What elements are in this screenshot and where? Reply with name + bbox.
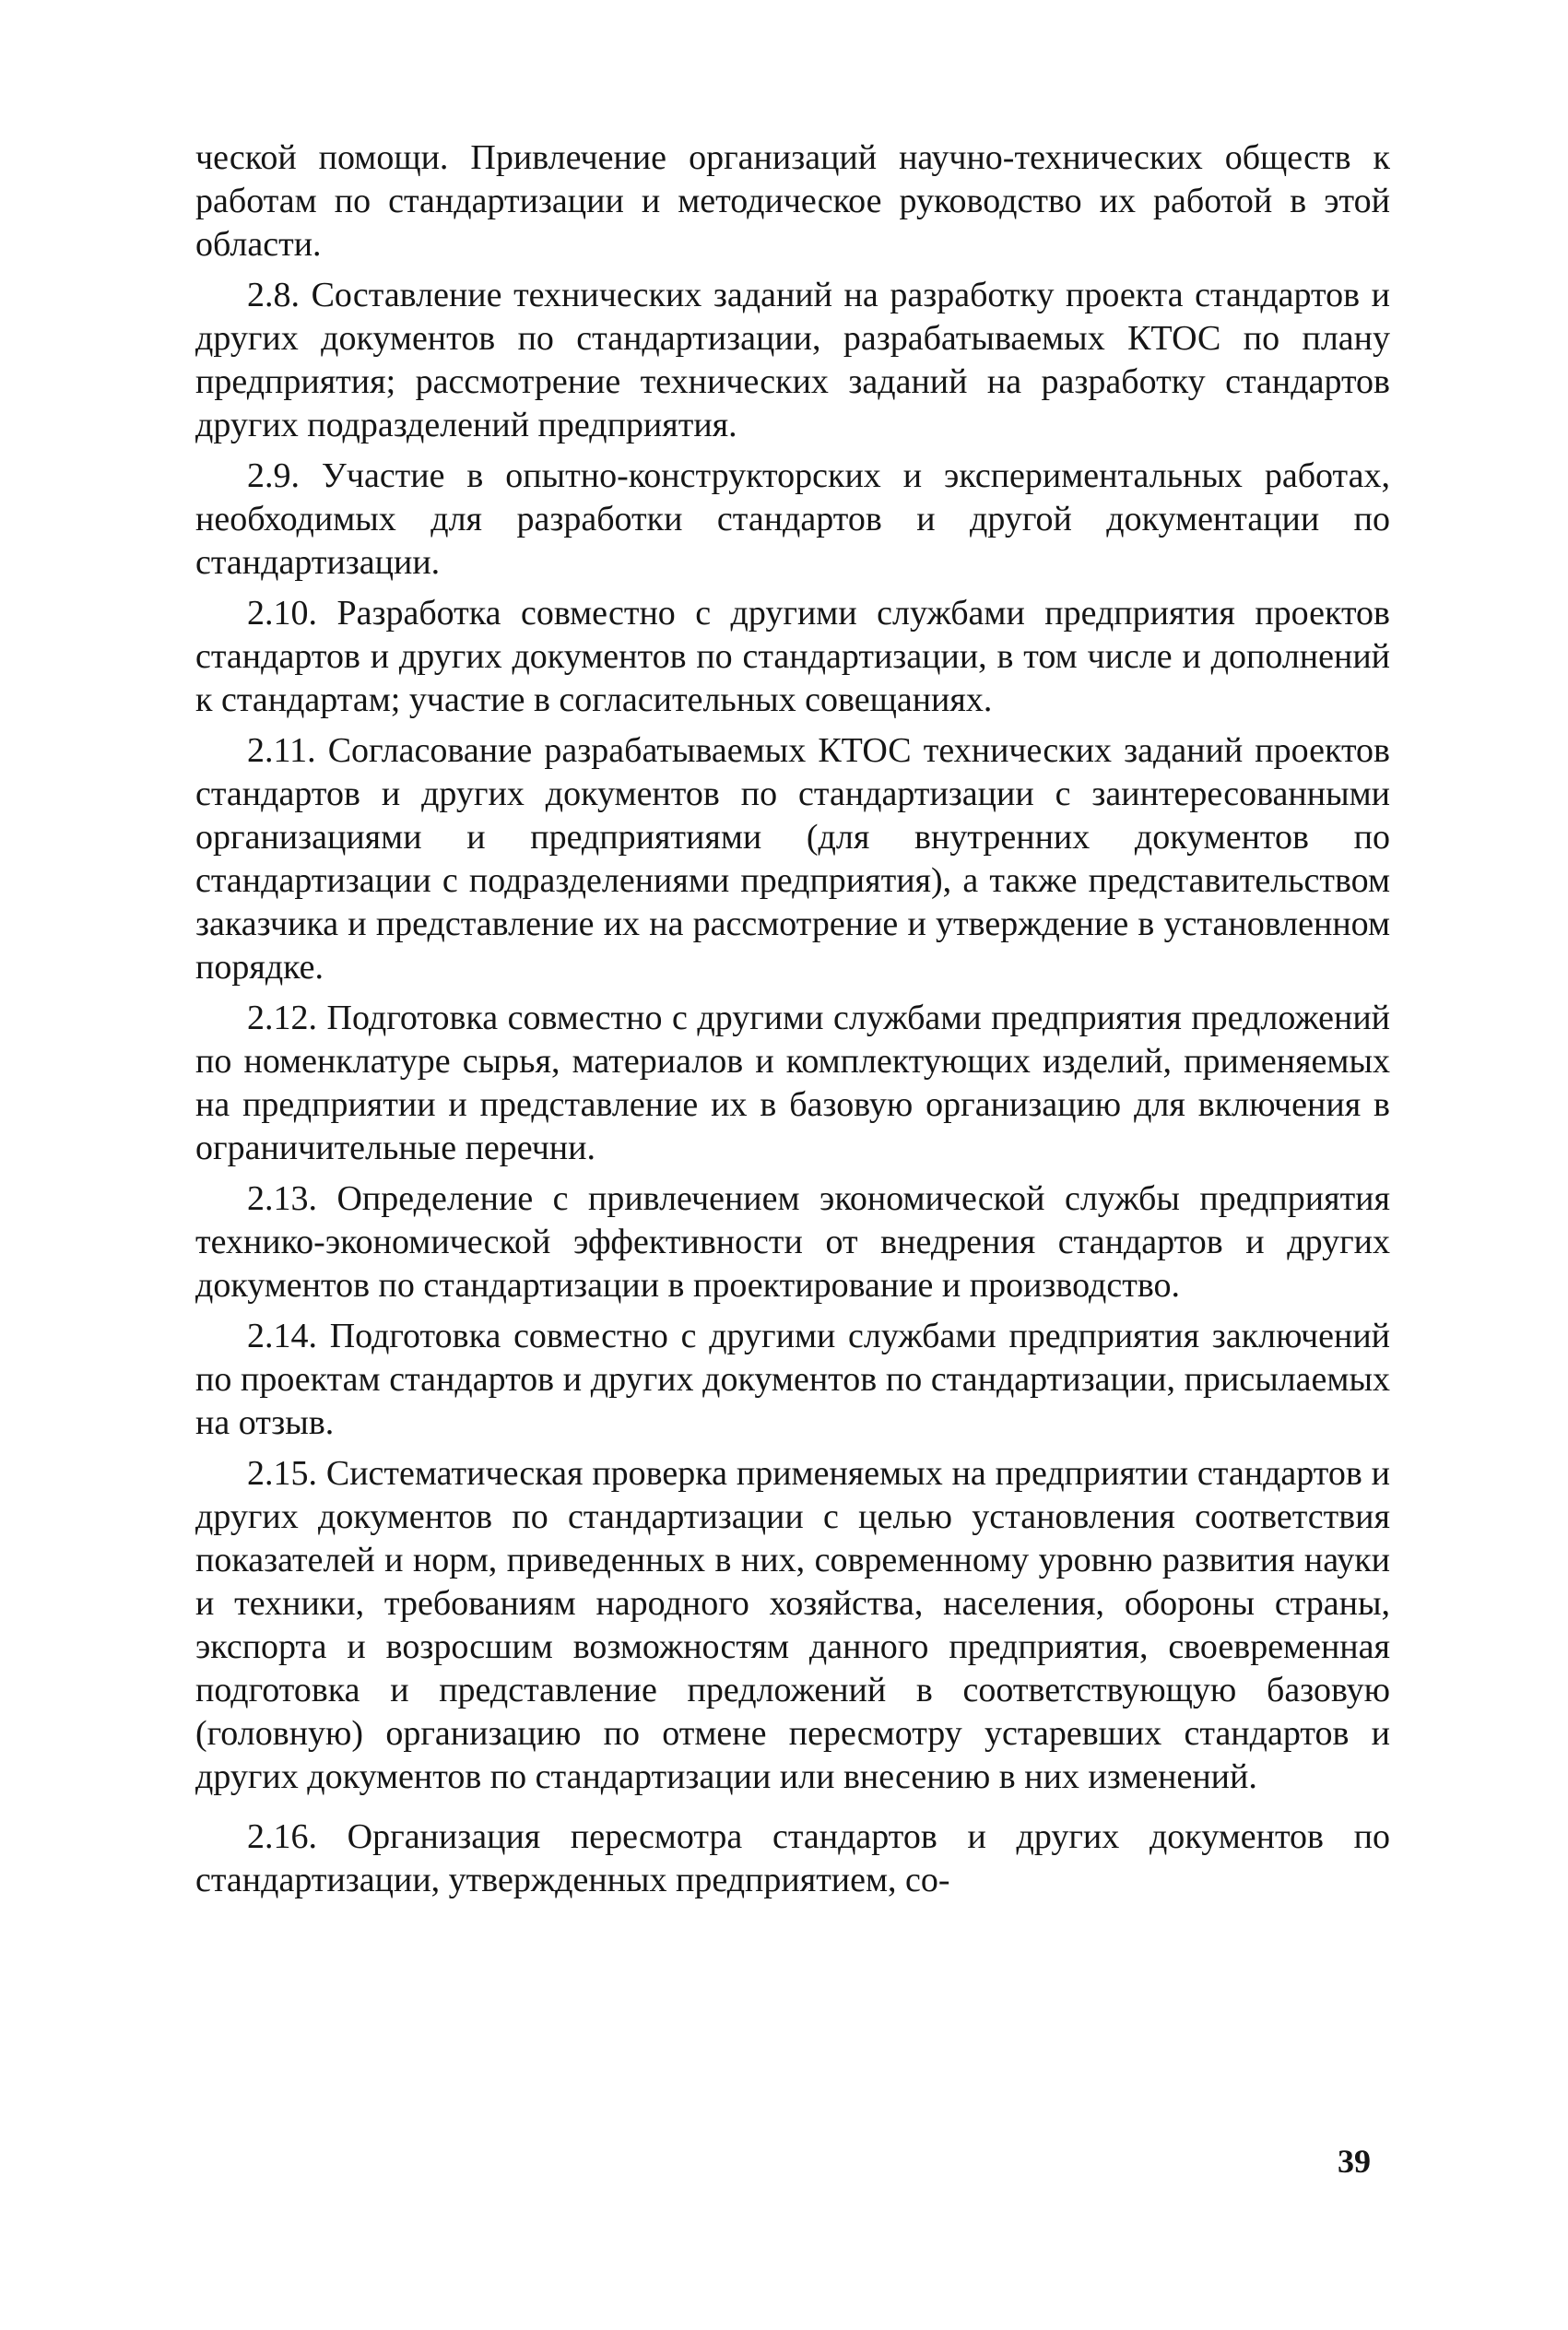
paragraph-2-10: 2.10. Разработка совместно с другими службами предприятия проектов стандартов и других документов по стандартизации, в том числе и дополнений к стандартам; участие в согласительных совещаниях.: [195, 594, 1390, 719]
paragraph-2-15: 2.15. Систематическая проверка применяемых на предприятии стандартов и других документов по стандартизации с целью установления соответствия показателей и норм, приведенных в них, современному уровню развития науки и техники, требованиям народного хозяйства, населения, обороны страны, экспорта и возросшим возможностям данного предприятия, своевременная подготовка и представление предложений в соответствующую базовую (головную) организацию по отмене пересмотру устаревших стандартов и других документов по стандартизации или внесению в них изменений.: [195, 1454, 1390, 1796]
paragraph-2-8: 2.8. Составление технических заданий на разработку проекта стандартов и других документов по стандартизации, разрабатываемых КТОС по плану предприятия; рассмотрение технических заданий на разработку стандартов других подразделений предприятия.: [195, 276, 1390, 444]
paragraph-continuation: ческой помощи. Привлечение организаций научно-технических обществ к работам по стандартизации и методическое руководство их работой в этой области.: [195, 138, 1390, 264]
paragraph-2-9: 2.9. Участие в опытно-конструкторских и экспериментальных работах, необходимых для разработки стандартов и другой документации по стандартизации.: [195, 456, 1390, 582]
paragraph-2-11: 2.11. Согласование разрабатываемых КТОС технических заданий проектов стандартов и других документов по стандартизации с заинтересованными организациями и предприятиями (для внутренних документов по стандартизации с подразделениями предприятия), а также представительством заказчика и представление их на рассмотрение и утверждение в установленном порядке.: [195, 731, 1390, 987]
paragraph-2-12: 2.12. Подготовка совместно с другими службами предприятия предложений по номенклатуре сырья, материалов и комплектующих изделий, применяемых на предприятии и представление их в базовую организацию для включения в ограничительные перечни.: [195, 999, 1390, 1167]
paragraph-2-14: 2.14. Подготовка совместно с другими службами предприятия заключений по проектам стандартов и других документов по стандартизации, присылаемых на отзыв.: [195, 1317, 1390, 1442]
page-number: 39: [1338, 2143, 1371, 2180]
paragraph-2-13: 2.13. Определение с привлечением экономической службы предприятия технико-экономической эффективности от внедрения стандартов и других документов по стандартизации в проектирование и производство.: [195, 1179, 1390, 1305]
body-text: [195, 136, 1390, 1902]
paragraph-2-16: 2.16. Организация пересмотра стандартов и других документов по стандартизации, утвержденных предприятием, со-: [195, 1817, 1390, 1899]
